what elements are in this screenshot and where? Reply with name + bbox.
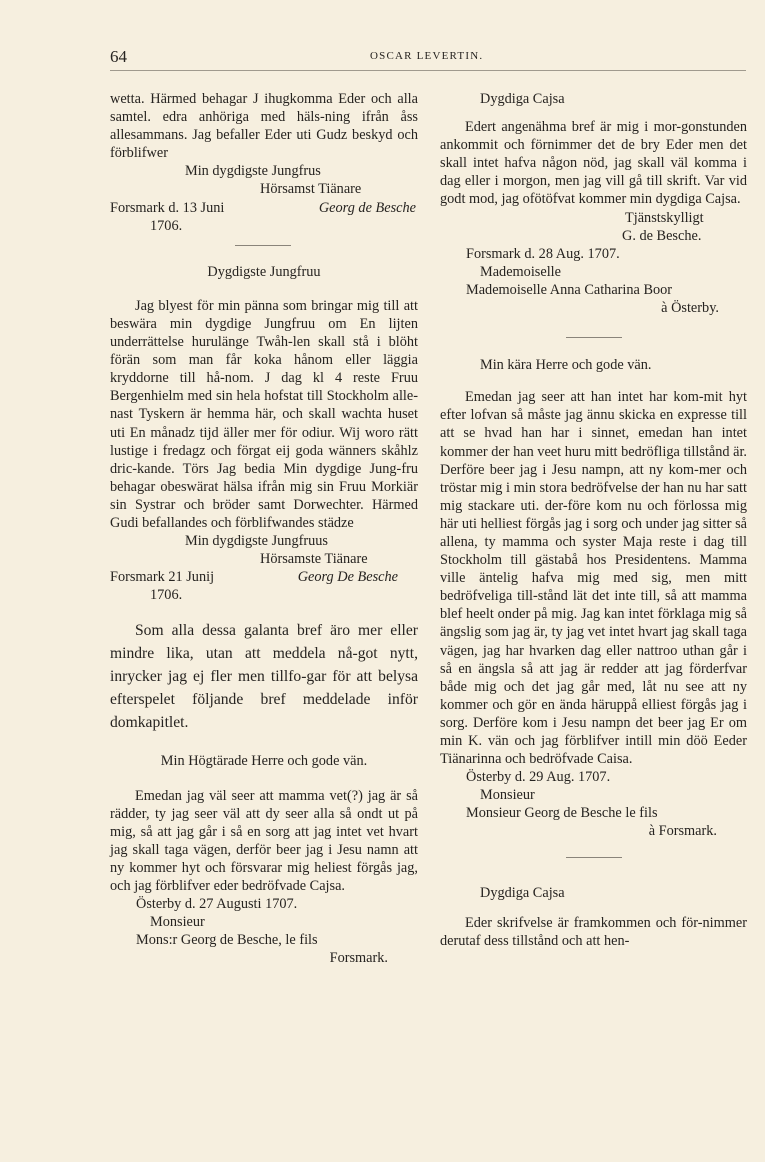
letter3-body: Emedan jag väl seer att mamma vet(?) jag är så rädder, ty jag seer väl att dy seer alla så ondt ut på mig, så att jag går i så en sorg att jag intet vet hvart jag skall taga vägen, derför beer jag i Jesu namn att ny kommer hyt och försvarar mig heliest förgås jag, och jag förblifver eder bedröfvade Cajsa.: [110, 787, 418, 894]
letter3-address-title: Monsieur: [150, 914, 205, 931]
letter6-heading: Dygdiga Cajsa: [480, 884, 565, 901]
letter4-date: Forsmark d. 28 Aug. 1707.: [466, 245, 620, 262]
letter2-body: Jag blyest för min pänna som bringar mig till att beswära min dygdige Jungfruu om En lijten underrättelse hurulänge Twåh-len skall stå i blöht förän som man får koka hånom eller läggia kryddorne till hå-nom. J dag kl 4 reste Fruu Bergenhielm med sin hela hofstat till Stockholm alle-nast Tyskern är hemma här, och skall wachta huset uti En månadz tijd äller mer för odiur. Wij woro rätt lustige i fredagz och förgat eij goda wänners skåhlz dric-kande. Törs Jag bedia Min dygdige Jung-fru behagar obeswärat hälsa ifrån mig sin Fruu Morkiär sin Systrar och bröder samt Dorwechter. Härmed Gudi befallandes och förblifwandes städze: [110, 297, 418, 531]
left-column: [110, 90, 418, 967]
letter5-heading: Min kära Herre och gode vän.: [480, 357, 652, 374]
letter5-body: Emedan jag seer att han intet har kom-mit hyt efter lofvan så måste jag ännu skicka en expresse till att se hvad han har i sinnet, emedan han intet kommer der han veet huru mitt bedröfliga tillstånd är. Derföre beer jag i Jesu nampn, att ny kom-mer och tröstar mig i min stora bedröfvelse der han nu har satt mig stackare uti. der-före kom nu och förlossa mig här uti helliest förgås jag i sorg och under jag sitter så allena, ty mamma och syster Maja reste i dag till Stockholm till gästabå hos Presidentens. Mamma ville äntelig hafva mig med sig, men mitt bedröfveliga till-stånd lät det inte till, så att mamma blef heelt onder på mig. Jag kan intet förklaga mig så ängslig som jag är, ty jag vet intet hvart jag skall taga vägen, jag har hvarken dag eller nattroo uthan går i så en ängsla så att jag är redder att jag förderfvar både mig och det jag går med, låt nu see att ny kommer och gör en ända häruppå elliest förgås jag i sorg. Derföre kom i Jesu nampn det beer jag Er om min K. vän och jag förblifver intill min döö Eeder Tiänarinna och bedröfvade Caisa.: [440, 389, 747, 768]
letter2-salutation: Min dygdigste Jungfruus: [185, 533, 328, 550]
letter5-address-place: à Forsmark.: [648, 823, 717, 840]
letter4-heading: Dygdiga Cajsa: [480, 91, 565, 107]
letter2-signature: Georg De Besche: [297, 569, 398, 586]
letter1-closing-text: wetta. Härmed behagar J ihugkomma Eder och alla samtel. edra anhöriga med häls-ning ifrån åss allesammans. Jag befaller Eder uti Gudz beskyd och förblifwer: [110, 91, 418, 162]
letter1-signature: Georg de Besche: [318, 199, 416, 216]
letter4-address-place: à Österby.: [661, 300, 719, 317]
letter5-date: Österby d. 29 Aug. 1707.: [466, 769, 611, 786]
letter2-heading: Dygdigste Jungfruu: [207, 263, 321, 280]
letter3-address-name: Mons:r Georg de Besche, le fils: [136, 932, 318, 949]
letter4-body: Edert angenähma bref är mig i mor-gonstunden ankommit och förnimmer det de bry Eder men det skall intet hafva någon nöd, jag skall väl komma i dag eller i morgon, men jag vill gå till skrift. Var vid godt mod, jag ofötöfvat kommer min dygdiga Cajsa.: [440, 119, 747, 208]
letter3-address-place: Forsmark.: [329, 950, 388, 967]
letter1-place-date: Forsmark d. 13 Juni: [110, 199, 225, 216]
letter4-address-name: Mademoiselle Anna Catharina Boor: [466, 281, 673, 298]
letter4-signature: G. de Besche.: [622, 227, 702, 244]
letter1-salutation: Min dygdigste Jungfrus: [185, 163, 321, 180]
right-column: [440, 90, 747, 950]
letter3-heading: Min Högtärade Herre och gode vän.: [160, 753, 368, 770]
letter1-servant: Hörsamst Tiänare: [260, 181, 362, 198]
header-rule: [110, 70, 746, 71]
letter5-address-name: Monsieur Georg de Besche le fils: [466, 805, 658, 822]
letter6-body: Eder skrifvelse är framkommen och för-nimmer derutaf dess tillstånd och att hen-: [440, 914, 747, 949]
letter4-salutation: Tjänstskylligt: [625, 209, 704, 226]
letter2-year: 1706.: [150, 587, 183, 604]
page-number: 64: [110, 47, 127, 66]
letter1-year: 1706.: [150, 217, 183, 234]
letter3-date: Österby d. 27 Augusti 1707.: [136, 896, 298, 913]
letter2-servant: Hörsamste Tiänare: [260, 551, 368, 568]
letter4-address-title: Mademoiselle: [480, 263, 561, 280]
letter2-place-date: Forsmark 21 Junij: [110, 569, 215, 586]
running-head: OSCAR LEVERTIN.: [370, 50, 484, 62]
letter5-address-title: Monsieur: [480, 787, 535, 804]
narrative-paragraph: Som alla dessa galanta bref äro mer eller mindre lika, utan att meddela nå-got nytt, inrycker jag ej fler men tillfo-gar för att belysa efterspelet följande bref meddelade inför domkapitlet.: [110, 622, 418, 731]
